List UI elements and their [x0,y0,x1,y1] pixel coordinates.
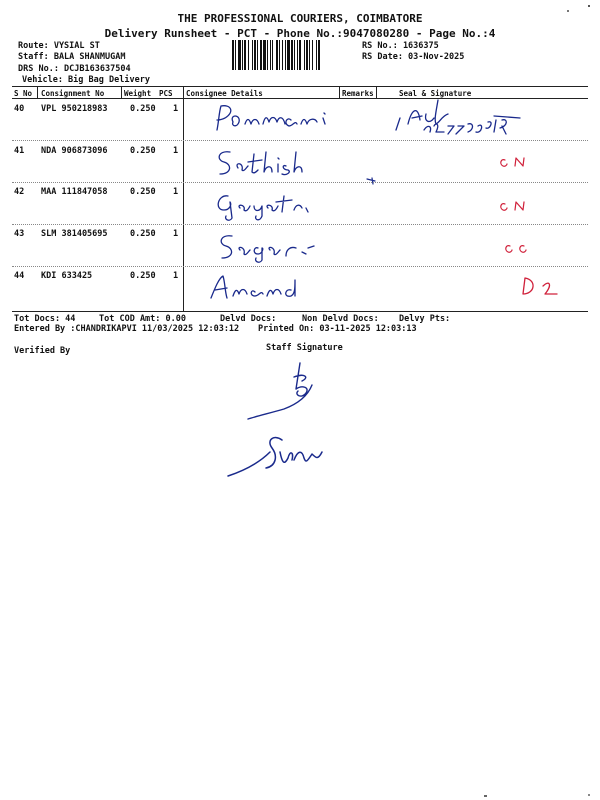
staff-signature-upper [240,355,330,425]
table-top-rule [12,86,588,87]
header-sno: S No [14,89,33,98]
row-pcs: 1 [173,187,179,197]
row-separator [12,140,588,141]
barcode-bar [232,40,234,70]
row-weight: 0.250 [130,229,156,239]
header-weight: Weight [124,89,152,98]
row-sno: 40 [14,104,25,114]
barcode-bar [276,40,278,70]
runsheet-subtitle: Delivery Runsheet - PCT - Phone No.:9047080280 - Page No.:4 [104,27,496,40]
row-consignment: SLM 381405695 [41,229,108,239]
seal-mark-dl [515,274,565,298]
scan-speck [588,5,590,7]
staff-label: Staff: BALA SHANMUGAM [18,52,126,62]
barcode-bar [263,40,266,70]
barcode-bar [282,40,283,70]
barcode-bar [285,40,286,70]
delivery-points: Delvy Pts: [399,314,451,324]
row-weight: 0.250 [130,146,156,156]
delivered-docs: Delvd Docs: [220,314,277,324]
barcode-bar [299,40,301,70]
barcode-bar [260,40,262,70]
table-bottom-rule [12,311,588,312]
consignee-signature-sathish [210,144,330,184]
barcode-bar [316,40,317,70]
barcode-bar [267,40,268,70]
row-sno: 43 [14,229,25,239]
barcode-bar [235,40,236,70]
consignee-signature-ponmani [205,100,345,140]
staff-signature-label: Staff Signature [266,343,343,353]
barcode-bar [248,40,249,70]
barcode-bar [312,40,313,70]
row-sno: 41 [14,146,25,156]
barcode-bar [252,40,253,70]
header-divider [339,86,340,98]
header-consignee: Consignee Details [186,89,263,98]
barcode-bar [297,40,298,70]
barcode-bar [238,40,241,70]
staff-signature-lower [222,430,332,485]
barcode-bar [309,40,310,70]
total-docs: Tot Docs: 44 [14,314,76,324]
drs-label: DRS No.: DCJB163637504 [18,64,131,74]
barcode-bar [242,40,243,70]
barcode-bar [279,40,280,70]
scan-speck [484,795,487,797]
printed-on: Printed On: 03-11-2025 12:03:13 [258,324,417,334]
row-sno: 42 [14,187,25,197]
row-sno: 44 [14,271,25,281]
total-cod-amount: Tot COD Amt: 0.00 [99,314,186,324]
remark-mark [365,176,379,186]
barcode-bar [306,40,308,70]
row-pcs: 1 [173,229,179,239]
header-divider [121,86,122,98]
barcode-bar [287,40,290,70]
seal-mark-cn [495,152,535,172]
row-weight: 0.250 [130,187,156,197]
rs-number: RS No.: 1636375 [362,41,439,51]
header-divider [37,86,38,98]
header-seal: Seal & Signature [399,89,472,98]
non-delivered-docs: Non Delvd Docs: [302,314,379,324]
header-remarks: Remarks [342,89,374,98]
column-divider [183,86,184,312]
consignee-signature-sagar [210,228,330,268]
row-pcs: 1 [173,104,179,114]
barcode-bar [244,40,246,70]
barcode-bar [257,40,258,70]
barcode-bar [272,40,273,70]
seal-mark-cc [500,238,540,258]
row-separator [12,224,588,225]
seal-signature-row-40 [390,96,530,140]
vehicle-label: Vehicle: Big Bag Delivery [22,75,150,85]
row-consignment: VPL 950218983 [41,104,108,114]
barcode [230,40,360,70]
row-consignment: NDA 906873096 [41,146,108,156]
row-weight: 0.250 [130,271,156,281]
seal-mark-cn [495,196,535,216]
barcode-bar [318,40,320,70]
entered-by: Entered By :CHANDRIKAPVI 11/03/2025 12:03:12 [14,324,240,334]
header-divider [376,86,377,98]
company-title: THE PROFESSIONAL COURIERS, COIMBATORE [177,12,423,25]
barcode-bar [294,40,295,70]
consignee-signature-anand [205,270,325,308]
row-consignment: KDI 633425 [41,271,93,281]
consignee-signature-gayatri [210,186,330,226]
header-pcs: PCS [159,89,173,98]
row-separator [12,182,588,183]
rs-date: RS Date: 03-Nov-2025 [362,52,465,62]
row-weight: 0.250 [130,104,156,114]
barcode-bar [270,40,271,70]
barcode-bar [254,40,256,70]
barcode-bar [291,40,293,70]
row-consignment: MAA 111847058 [41,187,108,197]
row-pcs: 1 [173,146,179,156]
route-label: Route: VYSIAL ST [18,41,100,51]
row-pcs: 1 [173,271,179,281]
scan-speck [588,794,590,796]
verified-by-label: Verified By [14,346,71,356]
barcode-bar [304,40,305,70]
header-consignment: Consignment No [41,89,105,98]
row-separator [12,266,588,267]
